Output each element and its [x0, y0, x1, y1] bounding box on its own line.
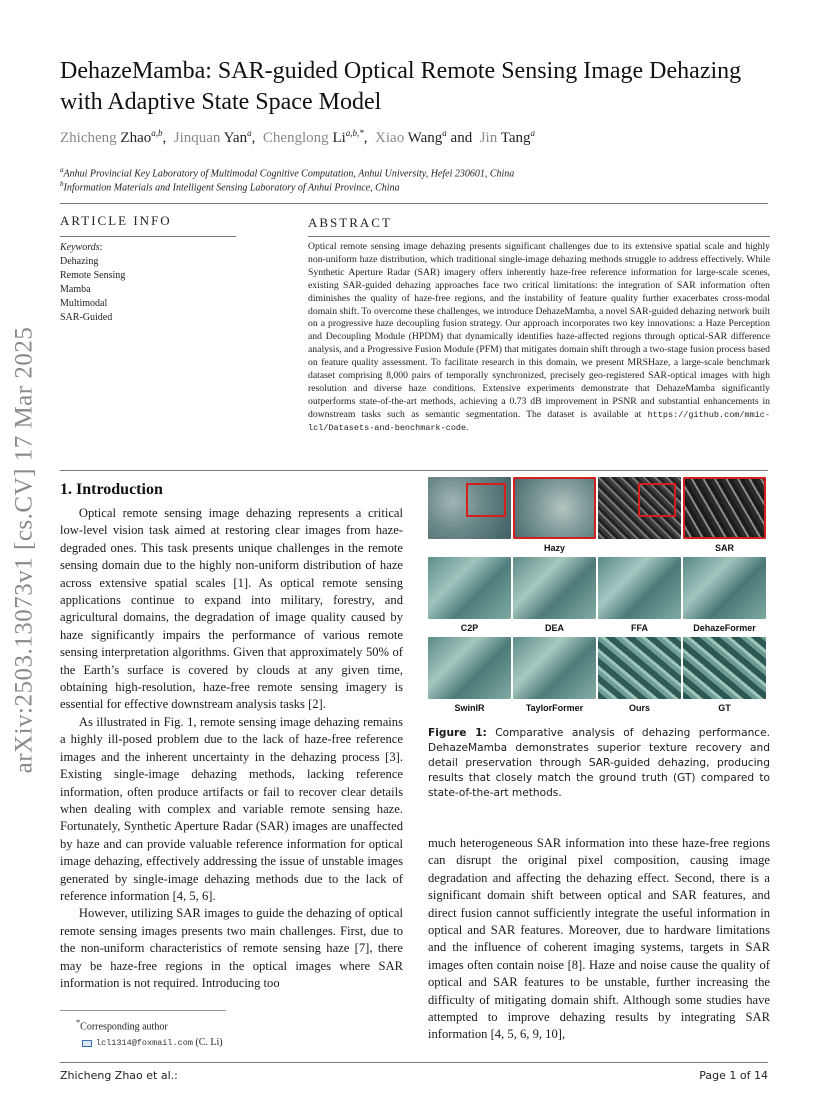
- keyword: Mamba: [60, 284, 91, 295]
- mail-icon: [82, 1040, 92, 1047]
- keyword: Multimodal: [60, 298, 108, 309]
- footer-authors: Zhicheng Zhao et al.:: [60, 1069, 178, 1082]
- affiliation-a: $^a$Anhui Provincial Key Laboratory of Multimodal Cognitive Computation, Anhui University, Hefei 230601, China: [60, 166, 515, 180]
- abstract-rule: [308, 236, 770, 237]
- figure-tile-c2p: [428, 557, 511, 619]
- figure-tile-sar-a: [598, 477, 681, 539]
- intro-right-column: much heterogeneous SAR information into these haze-free regions can disrupt the original pixel composition, causing image degradation and affecting the dehazing effect. Second, there is a significant domain shift between optical and SAR features, and direct fusion cannot sufficiently integrate the useful information in optical and SAR features. Moreover, due to hardware limitations and the influence of coherent imaging systems, targets in SAR images often contain noise [8]. Haze and noise cause the quality of optical and SAR features to be unstable, further increasing the difficulty of mitigating domain shift. Although some studies have attempted to improve dehazing results by integrating SAR information [4, 5, 6, 9, 10],: [428, 836, 770, 1042]
- author: Jin Tang$^a$: [479, 128, 535, 146]
- header-divider: [60, 203, 768, 204]
- figure-label: Ours: [628, 703, 650, 713]
- figure-label: DehazeFormer: [693, 623, 756, 633]
- figure-label: SwinIR: [454, 703, 485, 713]
- figure-label: SAR: [714, 543, 734, 553]
- arxiv-id: arXiv:2503.13073v1 [cs.CV] 17 Mar 2025: [10, 326, 38, 774]
- paper-title: DehazeMamba: SAR-guided Optical Remote Sensing Image Dehazing with Adaptive State Space Model: [60, 58, 742, 115]
- intro-left-column: [60, 505, 403, 992]
- section-heading-introduction: 1. Introduction: [60, 481, 163, 498]
- figure-label: C2P: [460, 623, 479, 633]
- figure-label: DEA: [544, 623, 564, 633]
- figure-tile-hazy-b: [513, 477, 596, 539]
- article-info-rule: [60, 236, 236, 237]
- author-email[interactable]: lcl1314@foxmail.com: [96, 1038, 193, 1049]
- abstract-text: Optical remote sensing image dehazing presents significant challenges due to its extensive spatial scale and highly non-uniform haze distribution, which traditional single-image dehazing methods struggle to address effectively. While Synthetic Aperture Radar (SAR) imagery offers inherently haze-free reference information for large-scale scenes, existing SAR-guided dehazing approaches face two critical limitations: the integration of SAR information often diminishes the quality of haze-free regions, and the instability of feature quality further exacerbates cross-modal domain shift. To overcome these challenges, we introduce DehazeMamba, a novel SAR-guided dehazing network built on a progressive haze decoupling fusion strategy. Our approach incorporates two key innovations: a Haze Perception and Decoupling Module (HPDM) that dynamically identifies haze-affected regions through optical-SAR difference analysis, and a Progressive Fusion Module (PFM) that mitigates domain shift through a two-stage fusion process based on feature quality assessment. To facilitate research in this domain, we present MRSHaze, a large-scale benchmark dataset comprising 8,000 pairs of temporally synchronized, precisely geo-registered SAR-optical images with high resolution and diverse haze conditions. Extensive experiments demonstrate that DehazeMamba significantly outperforms state-of-the-art methods, achieving a 0.73 dB improvement in PSNR and substantial enhancements in downstream tasks such as semantic segmentation. The dataset is available at https://github.com/mmic-lcl/Datasets-and-benchmark-code.: [308, 241, 770, 433]
- author: Chenglong $Li^{a,b,*}$,: [262, 128, 376, 146]
- author-list: [60, 128, 535, 147]
- figure-caption-label: Figure 1:: [428, 727, 487, 739]
- figure-caption: [428, 726, 770, 801]
- keywords-block: Keywords: Dehazing Remote Sensing Mamba Multimodal SAR-Guided: [60, 242, 126, 323]
- keyword: SAR-Guided: [60, 312, 113, 323]
- figure-label: FFA: [631, 623, 648, 633]
- figure-tile-dea: [513, 557, 596, 619]
- dataset-link[interactable]: https://github.com/mmic-lcl/Datasets-and-benchmark-code: [308, 409, 770, 433]
- intro-paragraph: As illustrated in Fig. 1, remote sensing image dehazing remains a highly ill-posed problem due to the lack of haze-free reference images and the inherent uncertainty in the dehazing process [3]. Existing single-image dehazing methods, lacking reference information, often produce artifacts or fail to recover clear details when dealing with complex and variable remote sensing haze. Fortunately, Synthetic Aperture Radar (SAR) images are unaffected by haze and can provide valuable reference information for optical image dehazing, effectively addressing the issue of unstable images generated by single-image dehazing methods due to the lack of reference information [4, 5, 6].: [60, 714, 403, 903]
- author: Jinquan Yan$^a$,: [173, 128, 263, 146]
- figure-tile-taylorformer: [513, 637, 596, 699]
- arxiv-stamp: [4, 290, 44, 810]
- figure-tile-dehazeformer: [683, 557, 766, 619]
- figure-tile-hazy-a: [428, 477, 511, 539]
- figure-1: [428, 477, 768, 717]
- footnote-rule: [60, 1010, 226, 1011]
- keyword: Dehazing: [60, 256, 99, 267]
- abstract-heading: ABSTRACT: [308, 215, 392, 230]
- keywords-label: Keywords: [60, 242, 100, 253]
- page-number: Page 1 of 14: [699, 1069, 768, 1082]
- intro-paragraph: However, utilizing SAR images to guide the dehazing of optical remote sensing images presents two main challenges. First, due to the non-uniform characteristics of remote sensing haze [7], there may be haze-free regions in the optical images where SAR information is not required. Introducing too: [60, 906, 403, 990]
- figure-caption-text: Comparative analysis of dehazing performance. DehazeMamba demonstrates superior texture recovery and detail preservation through SAR-guided dehazing, producing results that closely match the ground truth (GT) compared to state-of-the-art methods.: [428, 727, 770, 799]
- figure-tile-ours: [598, 637, 681, 699]
- footnote: *Corresponding author lcl1314@foxmail.com (C. Li): [76, 1018, 223, 1049]
- author: Zhicheng Zhao$^{a,b}$,: [60, 128, 174, 146]
- figure-tile-sar-b: [683, 477, 766, 539]
- footer-divider: [60, 1062, 768, 1063]
- article-info-heading: ARTICLE INFO: [60, 213, 172, 228]
- author: Xiao Wang$^a$ and: [375, 128, 480, 146]
- figure-tile-ffa: [598, 557, 681, 619]
- abstract-divider: [60, 470, 768, 471]
- figure-label: GT: [718, 703, 731, 713]
- intro-paragraph: Optical remote sensing image dehazing represents a critical low-level vision task aimed at restoring clear images from haze-degraded ones. This task presents unique challenges in the remote sensing domain due to the highly non-uniform distribution of haze across extensive spatial scales [1]. As optical remote sensing applications continue to expand into military, forestry, and agricultural domains, the degradation of image quality caused by haze significantly impairs the performance of various remote sensing interpretation algorithms. Given that approximately 50% of the Earth’s surface is covered by clouds at any given time, obtaining high-resolution, haze-free remote sensing imagery is essential for effective downstream analysis tasks [2].: [60, 506, 403, 712]
- keyword: Remote Sensing: [60, 270, 126, 281]
- figure-tile-swinir: [428, 637, 511, 699]
- figure-label: Hazy: [543, 543, 565, 553]
- figure-label: TaylorFormer: [525, 703, 584, 713]
- figure-tile-gt: [683, 637, 766, 699]
- affiliation-b: $^b$Information Materials and Intelligent Sensing Laboratory of Anhui Province, China: [60, 180, 400, 194]
